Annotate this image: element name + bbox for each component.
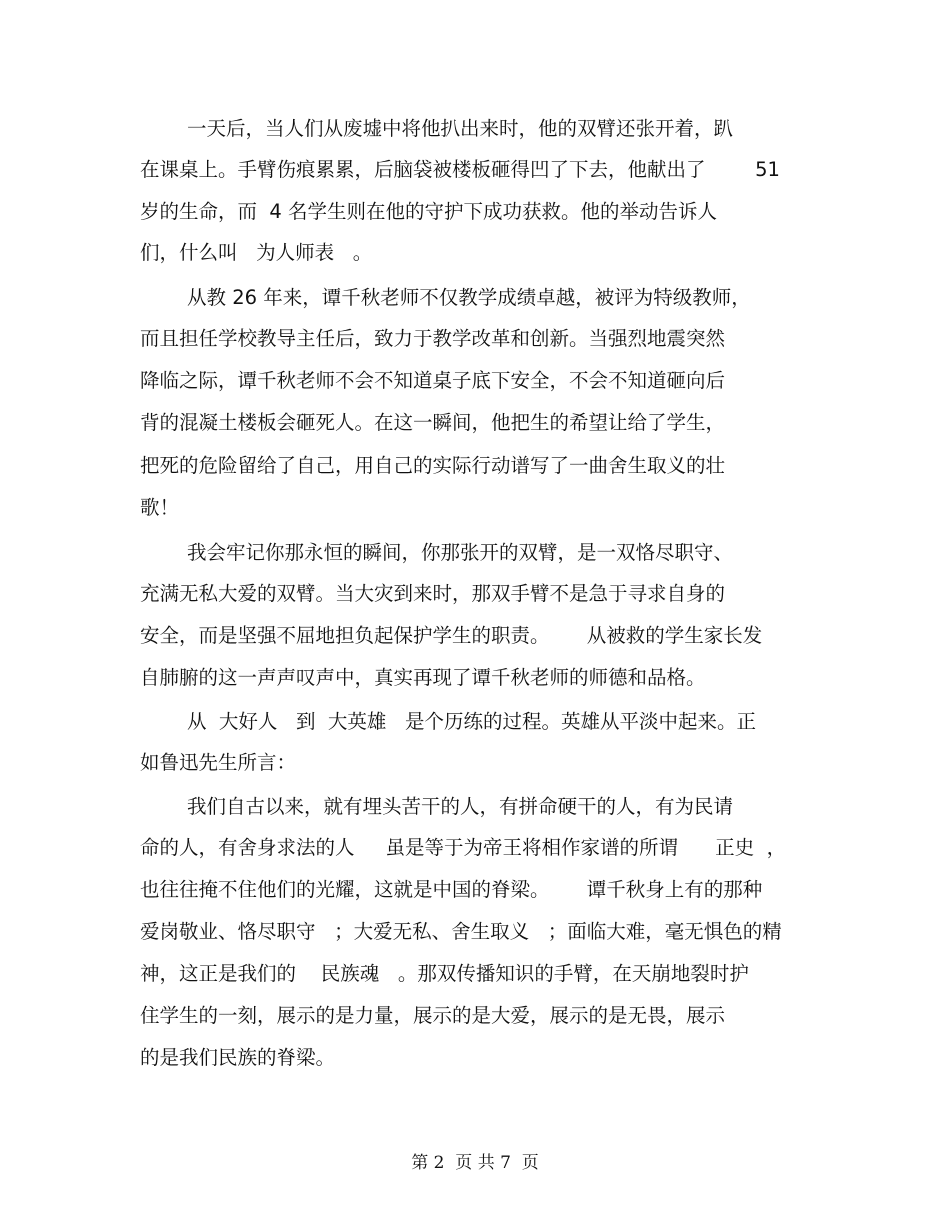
text-line: 我们自古以来，就有埋头苦干的人，有拼命硬干的人，有为民请: [187, 795, 734, 818]
text-line: 神，这正是我们的 民族魂 。那双传播知识的手臂，在天崩地裂时护: [140, 962, 749, 985]
text-line: 安全，而是坚强不屈地担负起保护学生的职责。 从被救的学生家长发: [140, 624, 763, 647]
text-line: 歌！: [140, 496, 180, 519]
text-line: 在课桌上。手臂伤痕累累，后脑袋被楼板砸得凹了下去，他献出了 51: [140, 158, 780, 181]
text-line: 岁的生命，而 4 名学生则在他的守护下成功获救。他的举动告诉人: [140, 200, 718, 223]
text-line: 也往往掩不住他们的光耀，这就是中国的脊梁。 谭千秋身上有的那种: [140, 878, 763, 901]
text-line: 们，什么叫 为人师表 。: [140, 241, 373, 264]
text-line: 从教 26 年来，谭千秋老师不仅教学成绩卓越，被评为特级教师，: [187, 286, 751, 309]
text-line: 一天后，当人们从废墟中将他扒出来时，他的双臂还张开着，趴: [187, 117, 734, 140]
text-line: 背的混凝土楼板会砸死人。在这一瞬间，他把生的希望让给了学生，: [140, 411, 726, 434]
text-line: 的是我们民族的脊梁。: [140, 1046, 336, 1069]
text-line: 自肺腑的这一声声叹声中，真实再现了谭千秋老师的师德和品格。: [140, 666, 706, 689]
text-line: 命的人，有舍身求法的人 虽是等于为帝王将相作家谱的所谓 正史 ，: [140, 836, 787, 859]
text-line: 我会牢记你那永恒的瞬间，你那张开的双臂，是一双恪尽职守、: [187, 541, 734, 564]
text-line: 如鲁迅先生所言：: [140, 751, 297, 774]
text-line: 爱岗敬业、恪尽职守 ；大爱无私、舍生取义 ；面临大难，毫无惧色的精: [140, 920, 782, 943]
text-line: 充满无私大爱的双臂。当大灾到来时，那双手臂不是急于寻求自身的: [140, 582, 726, 605]
page-number-footer: 第 2 页 共 7 页: [411, 1153, 539, 1173]
text-line: 从 大好人 到 大英雄 是个历练的过程。英雄从平淡中起来。正: [187, 710, 756, 733]
text-line: 住学生的一刻，展示的是力量，展示的是大爱，展示的是无畏，展示: [140, 1004, 726, 1027]
text-line: 而且担任学校教导主任后，致力于教学改革和创新。当强烈地震突然: [140, 327, 726, 350]
text-line: 降临之际，谭千秋老师不会不知道桌子底下安全，不会不知道砸向后: [140, 369, 726, 392]
text-line: 把死的危险留给了自己，用自己的实际行动谱写了一曲舍生取义的壮: [140, 454, 726, 477]
